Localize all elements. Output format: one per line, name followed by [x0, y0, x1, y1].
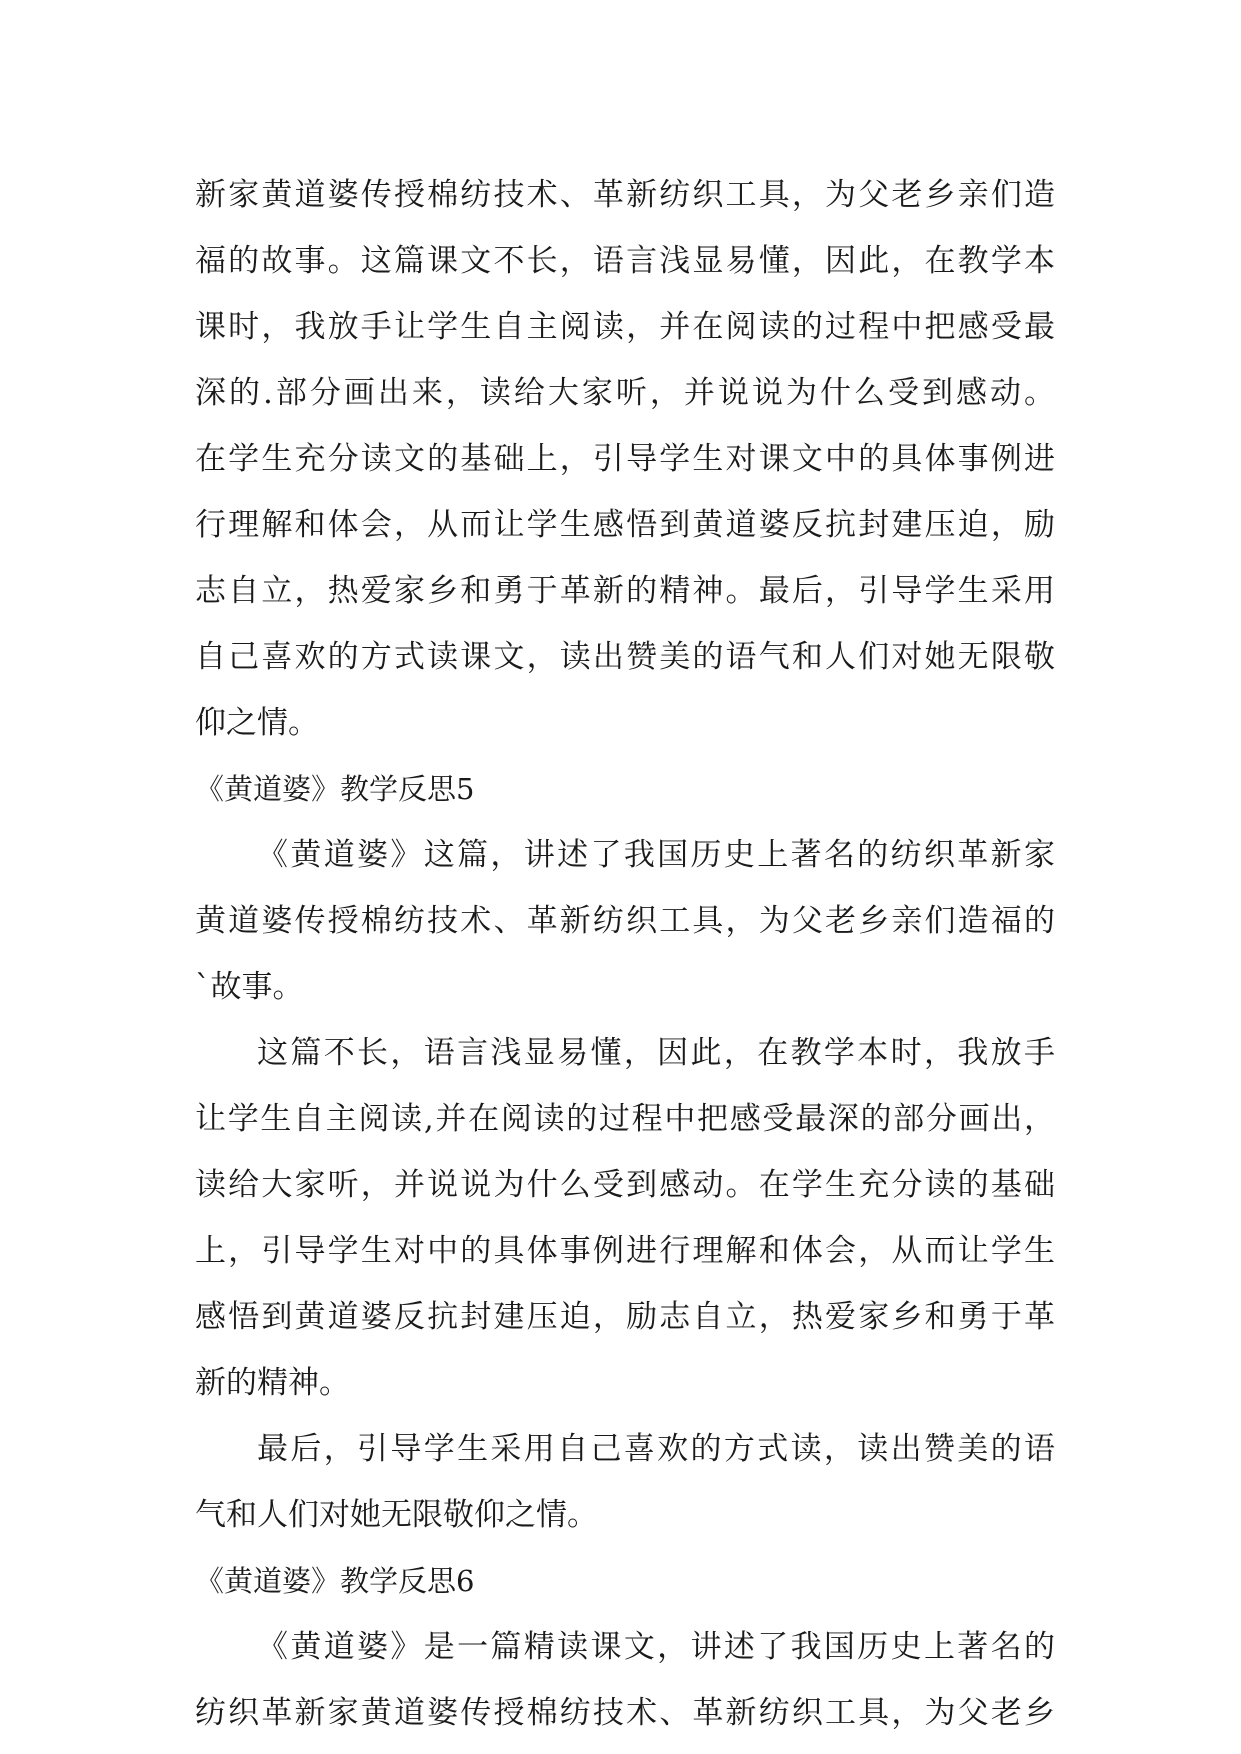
text-line: 这篇不长，语言浅显易懂，因此，在教学本时，我放手 — [257, 1035, 1055, 1071]
text-line: 读给大家听，并说说为什么受到感动。在学生充分读的基础 — [195, 1167, 1055, 1203]
text-line: 新的精神。 — [195, 1365, 350, 1401]
text-line: 感悟到黄道婆反抗封建压迫，励志自立，热爱家乡和勇于革 — [195, 1299, 1055, 1335]
text-line: `故事。 — [195, 969, 304, 1005]
text-line: 课时，我放手让学生自主阅读，并在阅读的过程中把感受最 — [195, 309, 1055, 345]
section-heading-5: 《黄道婆》教学反思5 — [195, 772, 475, 806]
paragraph-continued — [195, 162, 1055, 756]
text-line: 《黄道婆》这篇，讲述了我国历史上著名的纺织革新家 — [257, 837, 1055, 873]
document-page — [195, 162, 1055, 1746]
paragraph-5c — [195, 1416, 1055, 1548]
text-line: 最后，引导学生采用自己喜欢的方式读，读出赞美的语 — [257, 1431, 1055, 1467]
text-line: 气和人们对她无限敬仰之情。 — [195, 1497, 598, 1533]
text-line: 让学生自主阅读,并在阅读的过程中把感受最深的部分画出， — [195, 1101, 1055, 1137]
text-line: 《黄道婆》是一篇精读课文，讲述了我国历史上著名的 — [257, 1629, 1055, 1665]
paragraph-6 — [195, 1614, 1055, 1746]
text-line: 新家黄道婆传授棉纺技术、革新纺织工具，为父老乡亲们造 — [195, 177, 1055, 213]
text-line: 深的.部分画出来，读给大家听，并说说为什么受到感动。 — [195, 375, 1055, 411]
text-line: 福的故事。这篇课文不长，语言浅显易懂，因此，在教学本 — [195, 243, 1055, 279]
text-line: 在学生充分读文的基础上，引导学生对课文中的具体事例进 — [195, 441, 1055, 477]
text-line: 行理解和体会，从而让学生感悟到黄道婆反抗封建压迫，励 — [195, 507, 1055, 543]
paragraph-5b — [195, 1020, 1055, 1416]
paragraph-5a — [195, 822, 1055, 1020]
text-line: 志自立，热爱家乡和勇于革新的精神。最后，引导学生采用 — [195, 573, 1055, 609]
text-line: 上，引导学生对中的具体事例进行理解和体会，从而让学生 — [195, 1233, 1055, 1269]
text-line: 纺织革新家黄道婆传授棉纺技术、革新纺织工具，为父老乡 — [195, 1695, 1055, 1731]
text-line: 仰之情。 — [195, 705, 319, 741]
text-line: 黄道婆传授棉纺技术、革新纺织工具，为父老乡亲们造福的 — [195, 903, 1055, 939]
section-heading-6: 《黄道婆》教学反思6 — [195, 1564, 475, 1598]
text-line: 自己喜欢的方式读课文，读出赞美的语气和人们对她无限敬 — [195, 639, 1055, 675]
